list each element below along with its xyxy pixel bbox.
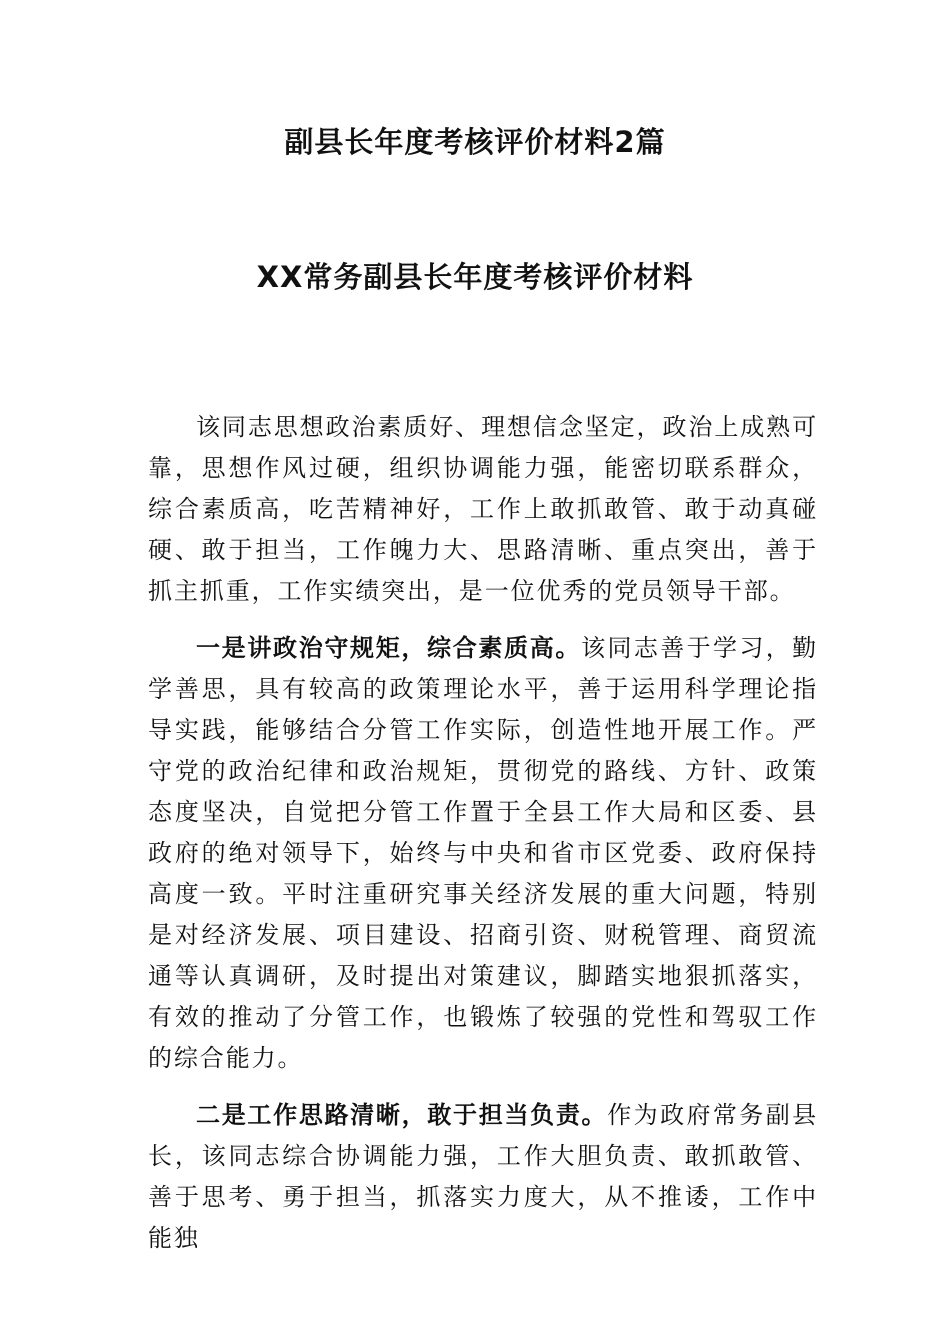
paragraph-text: 该同志善于学习，勤学善思，具有较高的政策理论水平，善于运用科学理论指导实践，能够结合分管工作实际，创造性地开展工作。严守党的政治纪律和政治规矩，贯彻党的路线、方针、政策态度坚决，自觉把分管工作置于全县工作大局和区委、县政府的绝对领导下，始终与中央和省市区党委、政府保持高度一致。平时注重研究事关经济发展的重大问题，特别是对经济发展、项目建设、招商引资、财税管理、商贸流通等认真调研，及时提出对策建议，脚踏实地狠抓落实，有效的推动了分管工作，也锻炼了较强的党性和驾驭工作的综合能力。 — [148, 634, 818, 1072]
paragraph-point-one — [148, 628, 818, 1079]
paragraph-intro — [148, 407, 818, 612]
paragraph-lead: 二是工作思路清晰，敢于担当负责。 — [196, 1101, 608, 1129]
document-body — [148, 407, 818, 1275]
paragraph-text: 该同志思想政治素质好、理想信念坚定，政治上成熟可靠，思想作风过硬，组织协调能力强，能密切联系群众，综合素质高，吃苦精神好，工作上敢抓敢管、敢于动真碰硬、敢于担当，工作魄力大、思路清晰、重点突出，善于抓主抓重，工作实绩突出，是一位优秀的党员领导干部。 — [148, 413, 818, 605]
paragraph-text: 作为政府常务副县长，该同志综合协调能力强，工作大胆负责、敢抓敢管、善于思考、勇于担当，抓落实力度大，从不推诿，工作中能独 — [148, 1101, 818, 1252]
document-subtitle: XX常务副县长年度考核评价材料 — [256, 260, 694, 294]
paragraph-point-two — [148, 1095, 818, 1259]
document-title: 副县长年度考核评价材料2篇 — [284, 125, 666, 159]
paragraph-lead: 一是讲政治守规矩，综合素质高。 — [196, 634, 582, 662]
